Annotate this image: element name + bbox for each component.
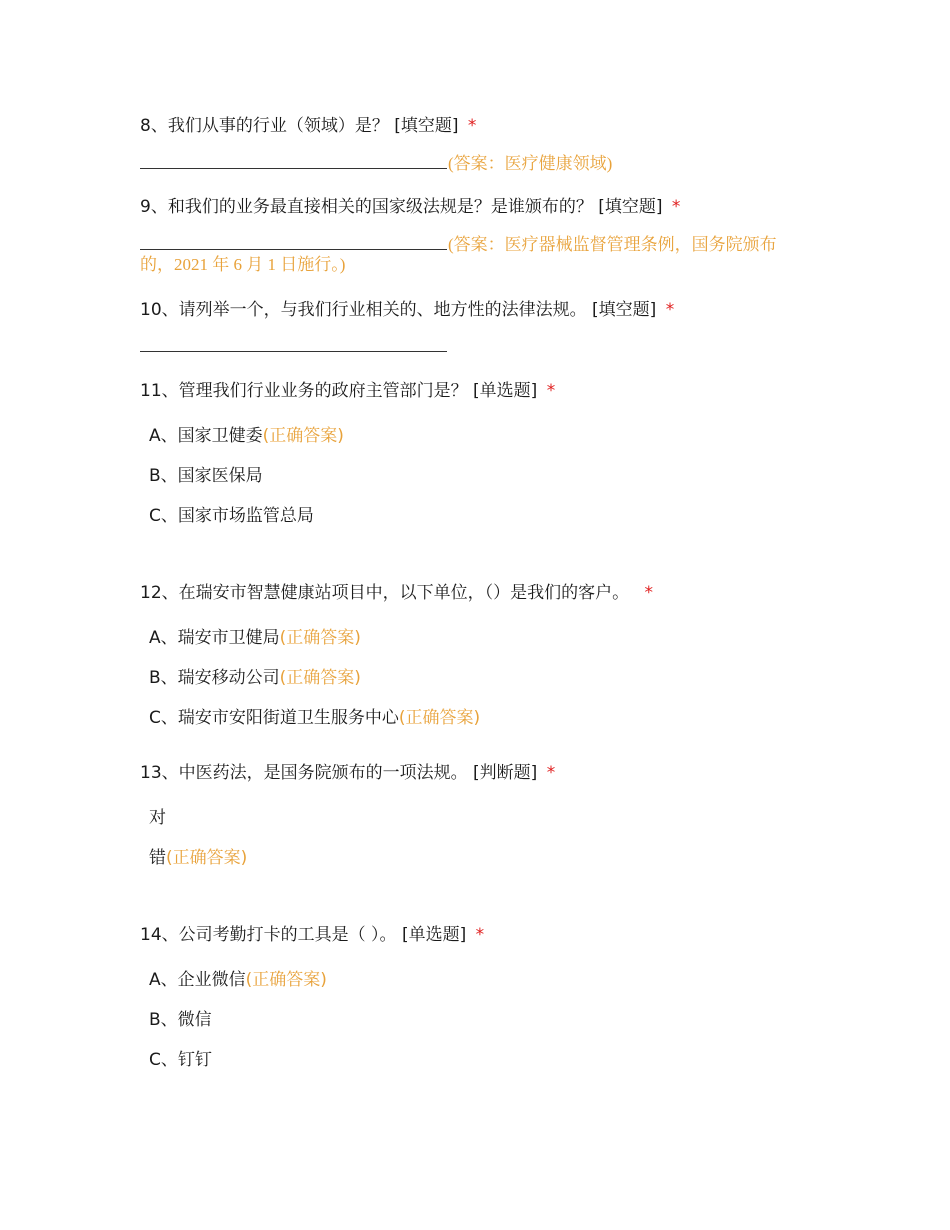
required-star: * [665, 300, 675, 320]
option-c[interactable] [149, 505, 314, 527]
option-label: A、瑞安市卫健局 [149, 628, 280, 648]
blank-line[interactable] [140, 231, 447, 250]
option-label: C、国家市场监管总局 [149, 506, 314, 526]
question-12 [140, 582, 653, 604]
option-label: B、瑞安移动公司 [149, 668, 280, 688]
answer-blank-9[interactable] [140, 231, 777, 256]
answer-hint: (答案：医疗健康领域) [448, 154, 613, 173]
correct-answer-mark: (正确答案) [398, 708, 481, 728]
required-star: * [546, 763, 556, 783]
question-11 [140, 380, 555, 402]
option-c[interactable] [149, 1049, 212, 1071]
option-label: 对 [149, 808, 166, 828]
option-a[interactable] [149, 627, 361, 649]
blank-line[interactable] [140, 333, 447, 352]
question-type: [单选题] [401, 925, 467, 945]
question-text: 12、在瑞安市智慧健康站项目中，以下单位，（）是我们的客户。 [140, 583, 630, 603]
correct-answer-mark: (正确答案) [262, 426, 344, 446]
answer-blank-8[interactable] [140, 150, 612, 175]
option-label: C、钉钉 [149, 1050, 212, 1070]
option-label: A、国家卫健委 [149, 426, 263, 446]
question-type: [填空题] [394, 116, 459, 136]
question-text: 10、请列举一个，与我们行业相关的、地方性的法律法规。 [140, 300, 587, 320]
question-8 [140, 115, 476, 137]
option-a[interactable] [149, 969, 327, 991]
answer-hint-continued: 的，2021 年 6 月 1 日施行。) [140, 255, 346, 274]
required-star: * [671, 197, 681, 217]
question-10 [140, 299, 674, 321]
question-type: [填空题] [592, 300, 657, 320]
option-label: B、微信 [149, 1010, 212, 1030]
required-star: * [475, 925, 485, 945]
option-label: C、瑞安市安阳街道卫生服务中心 [149, 708, 399, 728]
option-b[interactable] [149, 667, 361, 689]
required-star: * [644, 583, 654, 603]
answer-hint: (答案：医疗器械监督管理条例，国务院颁布 [448, 235, 777, 254]
option-false[interactable] [149, 847, 247, 869]
question-text: 14、公司考勤打卡的工具是（ ）。 [140, 925, 397, 945]
option-a[interactable] [149, 425, 344, 447]
question-text: 13、中医药法，是国务院颁布的一项法规。 [140, 763, 468, 783]
question-text: 8、我们从事的行业（领域）是？ [140, 116, 389, 136]
required-star: * [546, 381, 556, 401]
question-text: 9、和我们的业务最直接相关的国家级法规是？是谁颁布的？ [140, 197, 593, 217]
question-text: 11、管理我们行业业务的政府主管部门是？ [140, 381, 468, 401]
option-c[interactable] [149, 707, 480, 729]
question-type: [单选题] [473, 381, 538, 401]
question-14 [140, 924, 484, 946]
answer-blank-10[interactable] [140, 333, 448, 358]
blank-line[interactable] [140, 150, 447, 169]
correct-answer-mark: (正确答案) [279, 668, 361, 688]
correct-answer-mark: (正确答案) [245, 970, 327, 990]
option-label: 错 [149, 848, 166, 868]
question-type: [判断题] [473, 763, 538, 783]
question-9 [140, 196, 680, 218]
option-b[interactable] [149, 1009, 212, 1031]
required-star: * [467, 116, 477, 136]
question-13 [140, 762, 555, 784]
question-type: [填空题] [598, 197, 663, 217]
correct-answer-mark: (正确答案) [279, 628, 361, 648]
option-true[interactable] [149, 807, 166, 829]
option-label: B、国家医保局 [149, 466, 263, 486]
option-label: A、企业微信 [149, 970, 246, 990]
correct-answer-mark: (正确答案) [166, 848, 248, 868]
option-b[interactable] [149, 465, 263, 487]
